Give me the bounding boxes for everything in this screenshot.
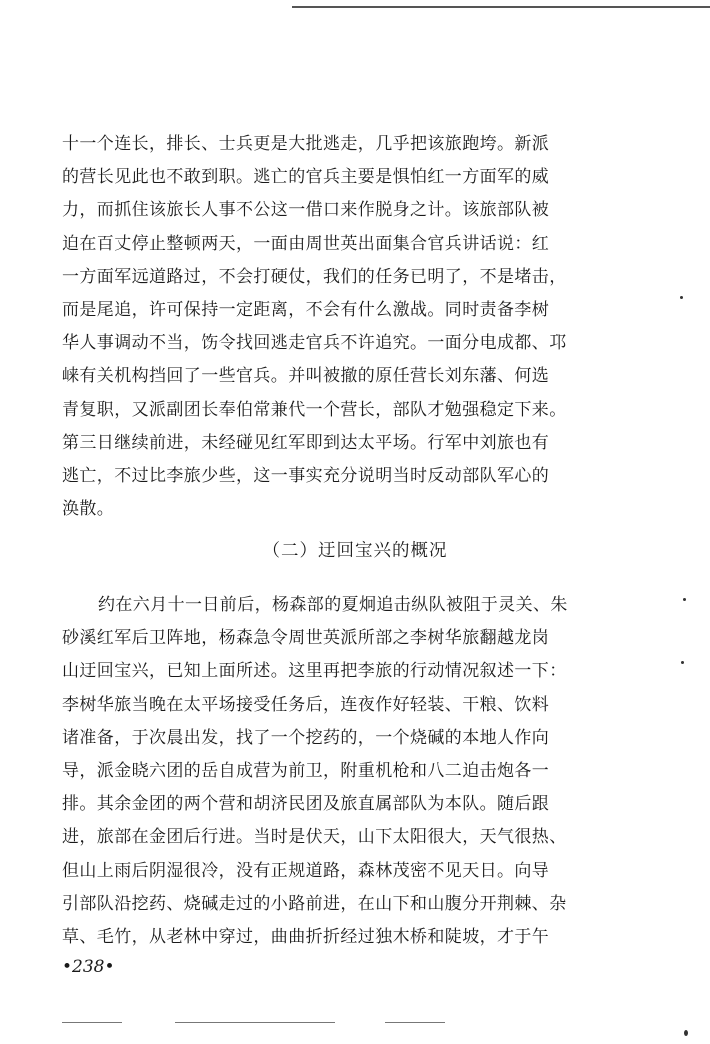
text-line: 迫在百丈停止整顿两天，一面由周世英出面集合官兵讲话说：红: [62, 233, 550, 254]
text-line: 华人事调动不当，饬令找回逃走官兵不许追究。一面分电成都、邛: [62, 333, 567, 354]
text-line: 一方面军远道路过，不会打硬仗，我们的任务已明了，不是堵击，: [62, 266, 567, 287]
text-line: 力，而抓住该旅长人事不公这一借口来作脱身之计。该旅部队被: [62, 200, 550, 221]
text-line: 青复职，又派副团长奉伯常兼代一个营长，部队才勉强稳定下来。: [62, 399, 567, 420]
text-line: 李树华旅当晚在太平场接受任务后，连夜作好轻装、干粮、饮料: [62, 694, 550, 715]
text-line: 崃有关机构挡回了一些官兵。并叫被撤的原任营长刘东藩、何选: [62, 366, 550, 387]
text-line: 排。其余金团的两个营和胡济民团及旅直属部队为本队。随后跟: [62, 794, 550, 815]
paragraph-continuation: [62, 128, 592, 526]
top-border-line: [292, 6, 710, 8]
text-line: 的营长见此也不敢到职。逃亡的官兵主要是惧怕红一方面军的威: [62, 167, 550, 188]
text-line: 约在六月十一日前后，杨森部的夏炯追击纵队被阻于灵关、朱: [98, 595, 568, 615]
text-line: 但山上雨后阴湿很冷，没有正规道路，森林茂密不见天日。向导: [62, 860, 550, 881]
text-line: 十一个连长，排长、士兵更是大批逃走，几乎把该旅跑垮。新派: [62, 134, 550, 154]
bottom-scan-line: [62, 1022, 122, 1023]
text-line: 而是尾追，许可保持一定距离，不会有什么激战。同时责备李树: [62, 299, 550, 320]
paragraph-main: [62, 589, 592, 954]
text-line: 导，派金晓六团的岳自成营为前卫，附重机枪和八二迫击炮各一: [62, 760, 550, 781]
scan-speck: [681, 661, 684, 664]
text-line: 草、毛竹，从老林中穿过，曲曲折折经过独木桥和陡坡，才于午: [62, 926, 550, 947]
bottom-scan-line: [175, 1022, 335, 1023]
text-line: 逃亡，不过比李旅少些，这一事实充分说明当时反动部队军心的: [62, 465, 550, 486]
scan-speck: [680, 296, 683, 299]
text-line: 诸准备，于次晨出发，找了一个挖药的，一个烧碱的本地人作向: [62, 727, 550, 748]
scan-speck: [683, 598, 686, 601]
text-line: 山迂回宝兴，已知上面所述。这里再把李旅的行动情况叙述一下：: [62, 661, 567, 682]
text-line: 引部队沿挖药、烧碱走过的小路前进，在山下和山腹分开荆棘、杂: [62, 893, 567, 914]
text-line: 涣散。: [62, 499, 115, 520]
text-line: 第三日继续前进，未经碰见红军即到达太平场。行军中刘旅也有: [62, 432, 550, 453]
page-number: •238•: [62, 957, 115, 977]
section-heading: （二）迂回宝兴的概况: [262, 541, 448, 561]
scan-speck: [684, 1030, 688, 1036]
text-line: 进，旅部在金团后行进。当时是伏天，山下太阳很大，天气很热、: [62, 827, 567, 848]
bottom-scan-line: [385, 1022, 445, 1023]
text-line: 砂溪红军后卫阵地，杨森急令周世英派所部之李树华旅翻越龙岗: [62, 628, 550, 649]
